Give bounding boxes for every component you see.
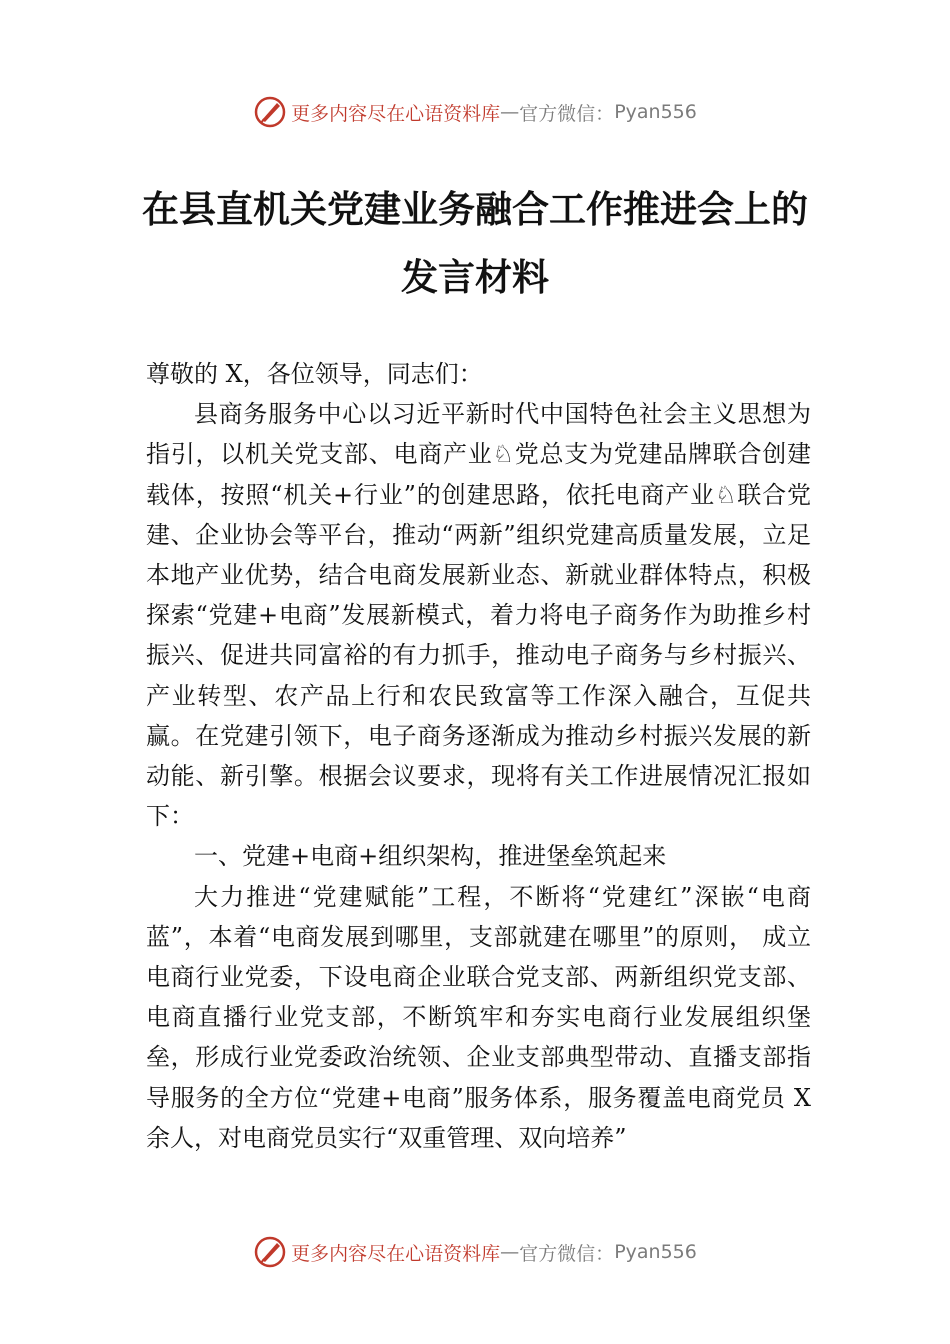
watermark-brand-text: 更多内容尽在心语资料库	[291, 1242, 501, 1265]
watermark-separator: —	[500, 1241, 520, 1263]
watermark-separator: —	[500, 101, 520, 123]
document-body	[146, 354, 811, 1158]
watermark-wechat-id: Pyan556	[614, 101, 697, 123]
document-title-line2: 发言材料	[401, 256, 549, 299]
watermark-brand-text: 更多内容尽在心语资料库	[291, 102, 501, 125]
salutation: 尊敬的 X，各位领导，同志们：	[146, 360, 483, 388]
section-heading-1: 一、党建+电商+组织架构，推进堡垒筑起来	[194, 842, 667, 871]
brand-logo-icon	[253, 1235, 287, 1269]
watermark-banner-top	[0, 92, 950, 132]
paragraph-section-1: 大力推进“党建赋能”工程，不断将“党建红”深嵌“电商蓝”，本着“电商发展到哪里，支部就建在哪里”的原则， 成立电商行业党委，下设电商企业联合党支部、两新组织党支部、电商直播行业党支部，不断筑牢和夯实电商行业发展组织堡垒，形成行业党委政治统领、企业支部典型带动、直播支部指导服务的全方位“党建+电商”服务体系，服务覆盖电商党员 X 余人，对电商党员实行“双重管理、双向培养”	[146, 882, 811, 1152]
document-title-line1: 在县直机关党建业务融合工作推进会上的	[142, 188, 808, 231]
watermark-contact-text: 官方微信：	[519, 1242, 615, 1265]
watermark-wechat-id: Pyan556	[614, 1241, 697, 1263]
paragraph-intro: 县商务服务中心以习近平新时代中国特色社会主义思想为指引，以机关党支部、电商产业♘党总支为党建品牌联合创建载体，按照“机关+行业”的创建思路，依托电商产业♘联合党建、企业协会等平台，推动“两新”组织党建高质量发展，立足本地产业优势，结合电商发展新业态、新就业群体特点，积极探索“党建+电商”发展新模式，着力将电子商务作为助推乡村振兴、促进共同富裕的有力抓手，推动电子商务与乡村振兴、产业转型、农产品上行和农民致富等工作深入融合，互促共赢。在党建引领下，电子商务逐渐成为推动乡村振兴发展的新动能、新引擎。根据会议要求，现将有关工作进展情况汇报如下：	[146, 400, 811, 831]
watermark-banner-bottom	[0, 1232, 950, 1272]
brand-logo-icon	[253, 95, 287, 129]
watermark-contact-text: 官方微信：	[519, 102, 615, 125]
